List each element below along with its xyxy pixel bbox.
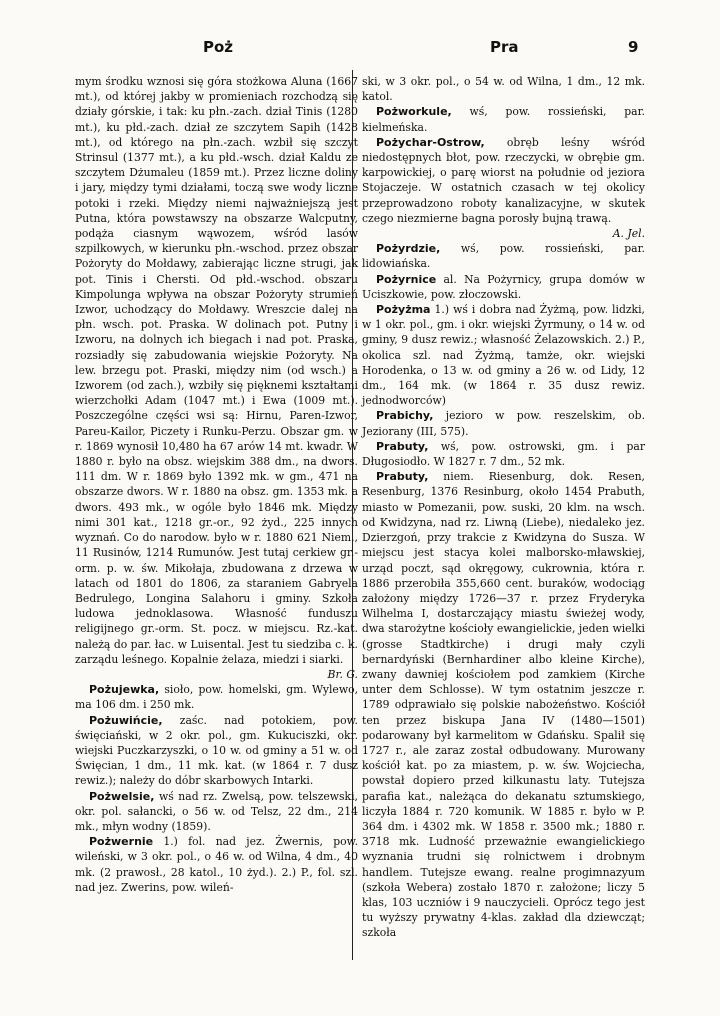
dictionary-entry: [362, 272, 645, 302]
entry-text: niem. Riesenburg, dok. Resen, Resenburg, 1376 Resinburg, około 1454 Prabuth, miasto w Pomezanii, pow. suski, 20 klm. na wsch. od Kwidzyna, nad rz. Liwną (Liebe), niedaleko jez. Dzierzgoń, przy trakcie z Kwidzyna do Susza. W miejscu jest stacya kolei malborsko-mławskiej, urząd poczt, sąd okręgowy, cukrownia, która r. 1886 przerobiła 355,660 cent. buraków, wodociąg założony między 1726—37 r. przez Fryderyka Wilhelma I, dostarczający miastu świeżej wody, dwa starożytne kościoły ewangielickie, jeden wielki (grosse Stadtkirche) i drugi mały czyli bernardyński (Bernhardiner albo kleine Kirche), zwany dawniej kościołem pod zamkiem (Kirche unter dem Schlosse). W tym ostatnim jeszcze r. 1789 odprawiało się polskie nabożeństwo. Kościół ten przez biskupa Jana IV (1480—1501) podarowany był karmelitom w Gdańsku. Spalił się 1727 r., ale zaraz został odbudowany. Murowany kościół kat. po za miastem, p. w. św. Wojciecha, powstał dopiero przed kilkunastu laty. Tutejsza parafia kat., należąca do dekanatu sztumskiego, liczyła 1884 r. 720 komunik. W 1885 r. było w P. 364 dm. i 4302 mk. W 1858 r. 3500 mk.; 1880 r. 3718 mk. Ludność przeważnie ewangielickiego wyznania trudni się rolnictwem i drobnym handlem. Tutejsze ewang. realne progimnazyum (szkoła Webera) zostało 1870 r. założone; liczy 5 klas, 103 uczniów i 9 nauczycieli. Oprócz tego jest tu wyższy prywatny 4-klas. zakład dla dziewcząt; szkoła: [362, 470, 645, 940]
left-column: [75, 74, 358, 895]
entry-headword: Pożychar-Ostrow,: [376, 135, 485, 149]
entry-text: wś, pow. ostrowski, gm. i par Długosiodło. W 1827 r. 7 dm., 52 mk.: [362, 439, 645, 469]
entry-headword: Pożujewka,: [89, 683, 160, 697]
entry-headword: Pożyrdzie,: [376, 242, 441, 256]
entry-text: wś nad rz. Zwelsą, pow. telszewski, okr. pol. sałancki, o 56 w. od Telsz, 22 dm., 214 mk., młyn wodny (1859).: [75, 789, 358, 833]
dictionary-entry: [362, 104, 645, 134]
entry-text: al. Na Pożyrnicy, grupa domów w Uciszkowie, pow. złoczowski.: [362, 272, 645, 301]
entry-text: jezioro w pow. reszelskim, ob. Jeziorany (III, 575).: [362, 409, 645, 438]
right-column: [362, 74, 645, 941]
author-signature: A. Jel.: [612, 227, 645, 241]
entry-text: 1.) fol. nad jez. Żwernis, pow. wileński, w 3 okr. pol., o 46 w. od Wilna, 4 dm., 40 mk. (2 prawosł., 28 katol., 10 żyd.). 2.) P., fol. szl. nad jez. Zwerins, pow. wileń-: [75, 835, 358, 894]
entry-headword: Pożwernie: [89, 835, 154, 849]
dictionary-entry: [362, 408, 645, 438]
entry-headword: Prabichy,: [376, 409, 434, 423]
dictionary-entry: [362, 439, 645, 469]
entry-headword: Prabuty,: [376, 470, 429, 484]
entry-headword: Prabuty,: [376, 439, 429, 453]
entry-headword: Pożyrnice: [376, 272, 437, 286]
author-signature: Br. G.: [327, 667, 358, 681]
dictionary-entry: [362, 241, 645, 271]
dictionary-entry: [75, 682, 358, 712]
entry-text: wś, pow. rossieński, par. lidowiańska.: [362, 242, 645, 271]
dictionary-entry: [75, 713, 358, 789]
entry-text: sioło, pow. homelski, gm. Wylewo, ma 106 dm. i 250 mk.: [75, 683, 358, 712]
entry-text: obręb leśny wśród niedostępnych błot, pow. rzeczycki, w obrębie gm. karpowickiej, o parę wiorst na południe od jeziora Stojaczeje. W ostatnich czasach w tej okolicy przeprowadzono roboty kanalizacyjne, w skutek czego niezmierne bagna porosły bujną trawą.: [362, 135, 645, 225]
entry-headword: Pożuwińcie,: [89, 713, 163, 727]
entry-headword: Pożwelsie,: [89, 789, 155, 803]
running-head-right: Pra: [490, 38, 519, 56]
dictionary-entry: [75, 789, 358, 835]
page-header: [0, 38, 720, 60]
entry-text: ski, w 3 okr. pol., o 54 w. od Wilna, 1 dm., 12 mk. katol.: [362, 75, 645, 104]
dictionary-entry: [362, 135, 645, 241]
entry-text: zaśc. nad potokiem, pow. święciański, w 2 okr. pol., gm. Kukuciszki, okr. wiejski Puczkarzyszki, o 10 w. od gminy a 51 w. od Święcian, 1 dm., 11 mk. kat. (w 1864 r. 7 dusz rewiz.); należy do dóbr skarbowych Intarki.: [75, 713, 358, 788]
dictionary-entry: [362, 302, 645, 408]
dictionary-entry: [362, 74, 645, 104]
dictionary-entry: [362, 469, 645, 940]
entry-text: wś, pow. rossieński, par. kielmeńska.: [362, 105, 645, 134]
page-number: 9: [628, 38, 639, 56]
dictionary-entry: [75, 74, 358, 682]
entry-text: mym środku wznosi się góra stożkowa Aluna (1667 mt.), od której jakby w promieniach rozchodzą się działy górskie, i tak: ku płn.-zach. dział Tinis (1280 mt.), ku płd.-zach. dział ze szczytem Sapih (1428 mt.), od którego na płn.-zach. wzbił się szczyt Strinsul (1377 mt.), a ku płd.-wsch. dział Kaldu ze szczytem Dżumaleu (1859 mt.). Przez liczne doliny i jary, między tymi działami, toczą swe wody liczne potoki i rzeki. Między niemi najważniejszą jest Putna, która powstawszy na obszarze Walcputny, podąża ciasnym wąwozem, wśród lasów szpilkowych, w kierunku płn.-wschod. przez obszar Pożoryty do Mołdawy, zabierając liczne strugi, jak pot. Tinis i Chersti. Od płd.-wschod. obszaru Kimpolunga wpływa na obszar Pożoryty strumień Izwor, uchodzący do Mołdawy. Wreszcie dalej na płn. wsch. pot. Praska. W dolinach pot. Putny i Izworu, na dolnych ich biegach i nad pot. Praska, rozsiadły się zabudowania wiejskie Pożoryty. Na lew. brzegu pot. Praski, między nim (od wsch.) a Izworem (od zach.), wzbiły się pięknemi kształtami wierzchołki Adam (1047 mt.) i Ewa (1009 mt.). Poszczególne części wsi są: Hirnu, Paren-Izwor, Pareu-Kailor, Piczety i Runku-Perzu. Obszar gm. w r. 1869 wynosił 10,480 ha 67 arów 14 mt. kwadr. W 1880 r. było na obsz. wiejskim 388 dm., na dwors. 111 dm. W r. 1869 było 1392 mk. w gm., 471 na obszarze dwors. W r. 1880 na obsz. gm. 1353 mk. a dwors. 493 mk., w ogóle było 1846 mk. Między nimi 301 kat., 1218 gr.-or., 92 żyd., 225 innych wyznań. Co do narodow. było w r. 1880 621 Niem., 11 Rusinów, 1214 Rumunów. Jest tutaj cerkiew gr.-orm. p. w. św. Mikołaja, zbudowana z drzewa w latach od 1801 do 1806, za staraniem Gabryela Bedrulego, Longina Salahoru i gminy. Szkoła ludowa jednoklasowa. Własność funduszu religijnego gr.-orm. St. pocz. w miejscu. Rz.-kat. należą do par. łac. w Luisental. Jest tu siedziba c. k. zarządu leśnego. Kopalnie żelaza, miedzi i siarki.: [75, 75, 358, 666]
entry-text: 1.) wś i dobra nad Żyżmą, pow. lidzki, w 1 okr. pol., gm. i okr. wiejski Żyrmuny, o 14 w. od gminy, 9 dusz rewiz.; własność Żelazowskich. 2.) P., okolica szl. nad Żyżmą, tamże, okr. wiejski Horodenka, o 13 w. od gminy a 26 w. od Lidy, 12 dm., 164 mk. (w 1864 r. 35 dusz rewiz. jednodworców): [362, 303, 645, 408]
running-head-left: Poż: [203, 38, 234, 56]
dictionary-entry: [75, 834, 358, 895]
entry-headword: Pożworkule,: [376, 105, 452, 119]
entry-headword: Pożyżma: [376, 303, 431, 317]
